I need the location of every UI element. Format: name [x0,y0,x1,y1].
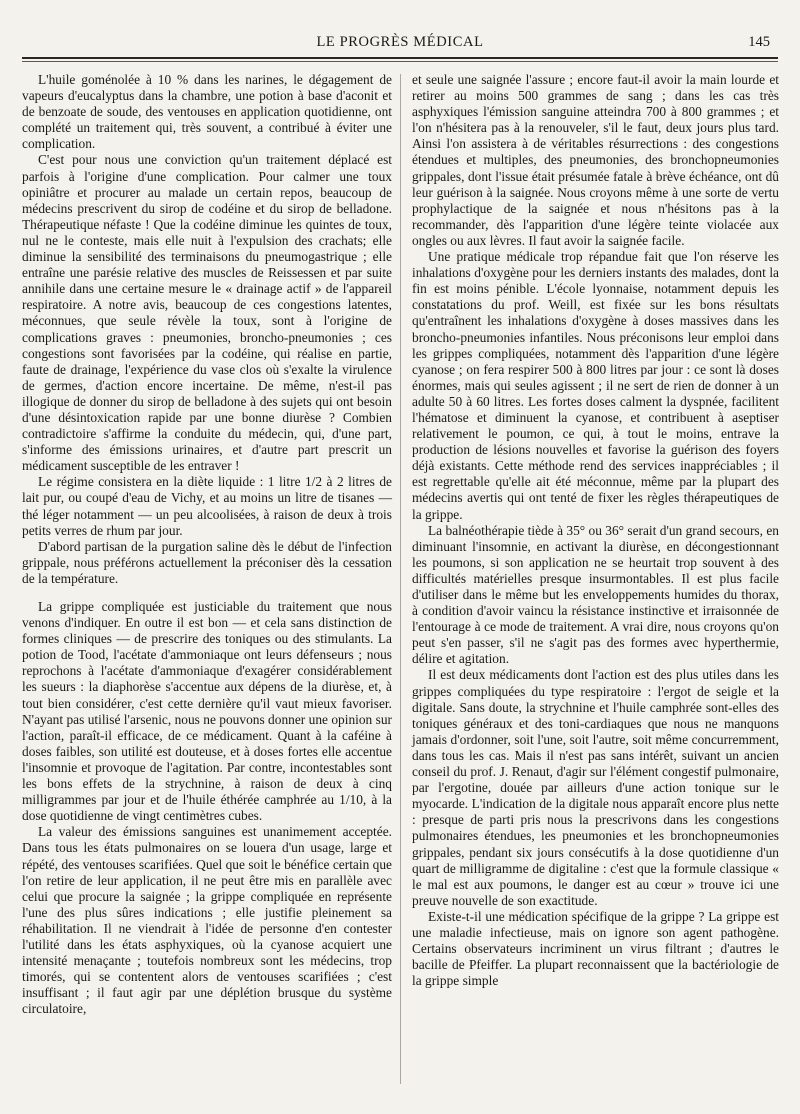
header-rule-thin [22,61,778,62]
paragraph: et seule une saignée l'assure ; encore faut-il avoir la main lourde et retirer au moins 500 grammes de sang ; dans les cas très asphyxiques l'émission sanguine atteindra 700 à 800 grammes ; et l'on n'hésitera pas à la renouveler, s'il le faut, deux jours plus tard. Ainsi l'on assistera à de véritables résurrections : des congestions étendues et multiples, des pneumonies, des bronchopneumonies grippales, dont l'issue était présumée fatale à brève échéance, ont dû leur guérison à la saignée. Nous croyons même à une sorte de vertu prophylactique de la saignée et nous n'hésitons pas à la recommander, dès l'apparition d'une légère teinte violacée aux ongles ou aux lèvres. Il faut avoir la saignée facile. [412,72,779,248]
paragraph: La balnéothérapie tiède à 35° ou 36° serait d'un grand secours, en diminuant l'insomnie, en activant la diurèse, en décongestionnant les poumons, si son application ne se heurtait trop souvent à des difficultés matérielles presque insurmontables. Il est plus facile d'utiliser dans le même but les enveloppements humides du thorax, à condition d'avoir vaincu la résistance instinctive et irraisonnée de l'entourage à ce mode de traitement. A vrai dire, nous croyons qu'on peut s'en passer, s'il ne s'agit pas des formes avec hyperthermie, délire et agitation. [412,522,779,667]
column-divider [400,74,401,1084]
paragraph: La valeur des émissions sanguines est unanimement acceptée. Dans tous les états pulmonaires on se louera d'un usage, large et répété, des ventouses scarifiées. Quel que soit le bénéfice certain que l'on retire de leur application, il ne peut être mis en parallèle avec celui que procure la saignée ; la grippe compliquée en représente l'une des plus sûres indications ; elle justifie pleinement sa réhabilitation. Il ne viendrait à l'idée de personne d'en contester l'utilité dans les états asphyxiques, où la cyanose acquiert une intensité menaçante ; toutefois nombreux sont les médecins, trop timorés, qui se contentent alors de ventouses scarifiées ; c'est insuffisant ; il faut agir par une déplétion brusque du système circulatoire, [22,824,392,1017]
left-column [22,72,392,1017]
right-column [412,72,779,989]
paragraph: Il est deux médicaments dont l'action est des plus utiles dans les grippes compliquées du type respiratoire : l'ergot de seigle et la digitale. Sans doute, la strychnine et l'huile camphrée sont-elles des toniques généraux et des toni-cardiaques que nous ne manquons jamais d'ordonner, soit l'une, soit l'autre, soit même concurremment, dans tous les cas. Mais il n'est pas sans intérêt, suivant un ancien conseil du prof. J. Renaut, d'agir sur l'élément congestif pulmonaire, par l'ergotine, douée par ailleurs d'une action tonique sur le myocarde. L'indication de la digitale nous apparaît encore plus nette : presque de parti pris nous la prescrivons dans les congestions pulmonaires étendues, les pneumonies et les bronchopneumonies grippales, pendant six jours consécutifs à la dose quotidienne d'un quart de milligramme de digitaline : c'est que la formule classique « le mal est aux poumons, le danger est au cœur » trouve ici une preuve nouvelle de son exactitude. [412,667,779,908]
paragraph: Existe-t-il une médication spécifique de la grippe ? La grippe est une maladie infectieuse, mais on ignore son agent pathogène. Certains observateurs incriminent un virus filtrant ; d'autres le bacille de Pfeiffer. La plupart reconnaissent que la bactériologie de la grippe simple [412,908,779,989]
paragraph: L'huile goménolée à 10 % dans les narines, le dégagement de vapeurs d'eucalyptus dans la chambre, une potion à base d'aconit et de benzoate de soude, des ventouses en application quotidienne, ont complété un traitement qui, très souvent, a contribué à éviter une complication. [22,72,392,152]
paragraph: Le régime consistera en la diète liquide : 1 litre 1/2 à 2 litres de lait pur, ou coupé d'eau de Vichy, et au moins un litre de tisanes — thé léger notamment — un peu alcoolisées, à raison de deux à trois petits verres de rhum par jour. [22,474,392,538]
paragraph: La grippe compliquée est justiciable du traitement que nous venons d'indiquer. En outre il est bon — et cela sans distinction de formes cliniques — de prescrire des toniques ou des stimulants. La potion de Tood, l'acétate d'ammoniaque ont leurs défenseurs ; nous reprochons à l'acétate d'ammoniaque d'exagérer considérablement les sueurs : la diaphorèse s'accentue aux dépens de la diurèse, et, à tout bien considérer, c'est cette dernière qu'il vaut mieux favoriser. N'ayant pas utilisé l'arsenic, nous ne pouvons donner une opinion sur l'action, paraît-il efficace, de ce médicament. Quant à la caféine à doses faibles, son utilité est douteuse, et à doses fortes elle accentue l'insomnie et provoque de l'agitation. Par contre, incontestables sont les bons effets de la strychnine, à raison de deux à cinq milligrammes par jour et de l'huile éthérée camphrée au 1/10, à la dose quotidienne de vingt centimètres cubes. [22,599,392,824]
journal-title: LE PROGRÈS MÉDICAL [316,34,484,50]
paragraph: C'est pour nous une conviction qu'un traitement déplacé est parfois à l'origine d'une complication. Pour calmer une toux opiniâtre et procurer au malade un certain repos, beaucoup de médecins prescrivent du sirop de codéine et du sirop de belladone. Thérapeutique néfaste ! Que la codéine diminue les quintes de toux, nul ne le conteste, mais elle nuit à l'expulsion des crachats; elle diminue la sensibilité des terminaisons du pneumogastrique ; elle entraîne une parésie relative des muscles de Reissessen et par suite annihile dans une certaine mesure le « drainage actif » de l'appareil respiratoire. A notre avis, beaucoup de ces congestions latentes, méconnues, que seule révèle la toux, sont à l'origine de complications graves : pneumonies, broncho-pneumonies ; ces congestions sont favorisées par la codéine, qui réalise en partie, faute de drainage, l'expérience du vase clos où s'exalte la virulence de germes, d'action encore incertaine. De même, n'est-il pas illogique de donner du sirop de belladone à des sujets qui ont besoin d'une désintoxication rapide par une bonne diurèse ? Combien contradictoire s'affirme la conduite du médecin, qui, d'une part, s'informe des émissions urinaires, et d'autre part prescrit un médicament susceptible de les entraver ! [22,152,392,474]
running-header [22,34,778,56]
paragraph: Une pratique médicale trop répandue fait que l'on réserve les inhalations d'oxygène pour les derniers instants des malades, dont la fin est moins pénible. L'école lyonnaise, notamment depuis les constatations du prof. Weill, est fixée sur les bons résultats qu'entraînent les inhalations d'oxygène à doses massives dans les broncho-pneumonies infantiles. Nous préconisons leur emploi dans les grippes compliquées, notamment dès l'apparition d'une légère cyanose ; on fera respirer 500 à 800 litres par jour : ce sont là doses énormes, mais qui seules agissent ; il ne sert de rien de donner à un adulte 50 à 60 litres. Les fortes doses calment la dyspnée, facilitent l'hématose et diminuent la cyanose, et contribuent à aseptiser relativement le poumon, ce qui, à tout le moins, entrave la production de lésions nouvelles et favorise la guérison des foyers déjà existants. Cette méthode rend des services inappréciables ; il est regrettable qu'elle ait été méconnue, même par la plupart des médecins avertis qui ont tenté de fixer les règles thérapeutiques de la grippe. [412,249,779,522]
page-number: 145 [748,34,770,50]
header-rule-thick [22,57,778,59]
paragraph: D'abord partisan de la purgation saline dès le début de l'infection grippale, nous préférons actuellement la préconiser dès la cessation de la température. [22,538,392,586]
